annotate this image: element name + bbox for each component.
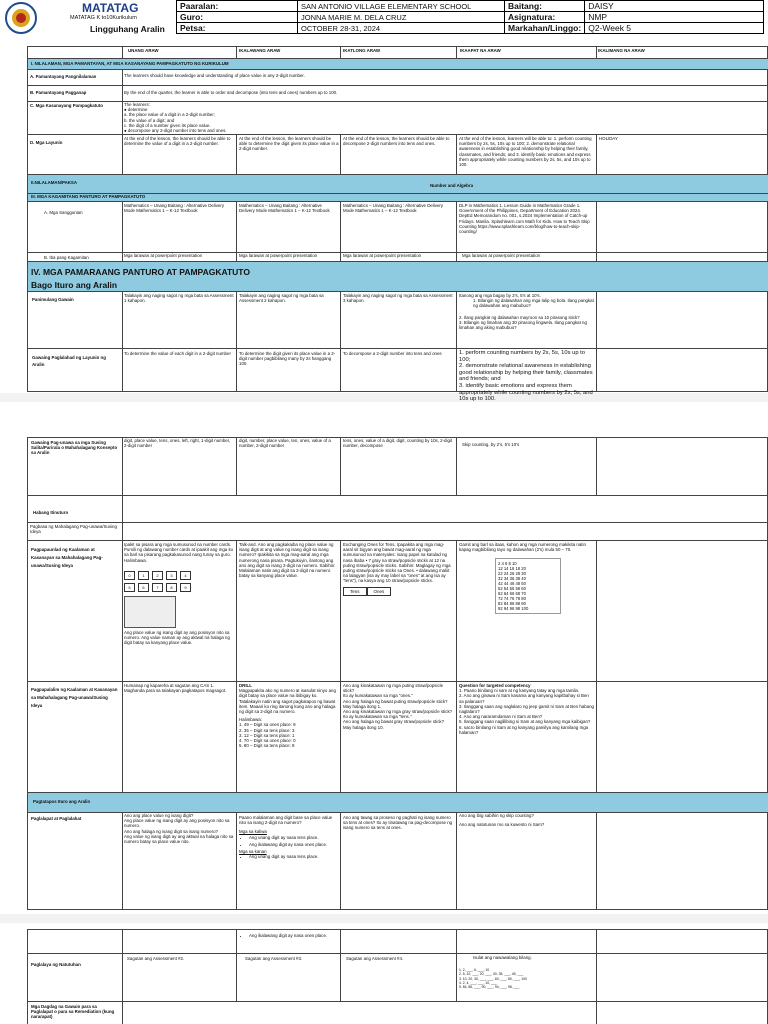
assessment-day-3: Sagutan ang Assessment #4. bbox=[346, 956, 404, 961]
objectives-day-3: At the end of the lesson, the learners should be able to decompose 2-digit numbers into tens and ones. bbox=[343, 136, 450, 147]
day-1-header: UNANG ARAW bbox=[128, 48, 159, 53]
objectives-day-5: HOLIDAY bbox=[599, 136, 618, 141]
section-4-subtitle: Bago Ituro ang Aralin bbox=[31, 280, 118, 290]
references-day-3: Mathematics – Unang Baitang : Alternative Delivery Mode Mathematics 1 – K-12 Textbook bbox=[343, 203, 444, 214]
row-label-assessment: Paglalaya ng Natutuhan bbox=[31, 962, 81, 967]
objectives-day-4: At the end of the lesson, learners will be able to: 1. perform counting numbers by 2s, 5s, 10s up to 100; 2. demonstrate relational awareness in establishing good relationship by helping their family, classmates, and friends; and 3. identify basic emotions and express them appropriately while counting numbers by 2s, 5s, and 10s up to 100. bbox=[459, 136, 592, 168]
quarter-label: Markahan/Linggo: bbox=[505, 23, 585, 34]
skip-counting-chart: 2 4 6 8 10 12 14 16 18 20 22 24 26 28 30 32 34 36 38 40 42 44 46 48 50 52 54 56 58 60 62 64 66 68 70 72 74 76 78 80 82 84 86 88 90 92 94 96 98 100 bbox=[495, 558, 561, 614]
subject-label: Asignatura: bbox=[505, 12, 585, 23]
performance-standard-text: By the end of the quarter, the learner is able to order and decompose (into tens and ones) numbers up to 100. bbox=[124, 90, 338, 95]
day-2-header: IKALAWANG ARAW bbox=[239, 48, 281, 53]
row-label-application: Paglalapat at Paglalahat bbox=[31, 816, 82, 821]
development-day-1: Ipakit sa pisara ang mga sumusunod na number cards. Pumili ng dalawang number cards at ipaakit ang mga ito sa barl sa pisarang pagkakasunod nang tunay sa guro. Halimbawa. 0 1 2 3 4 5 6 7 8 9 Ang place value ng isang digit ay ang posisyon nito sa numero. Ang value naman ay ang aktwal na halaga ng digit batay sa kanyang place value. bbox=[124, 542, 234, 646]
school-value: SAN ANTONIO VILLAGE ELEMENTARY SCHOOL bbox=[298, 1, 505, 12]
deepening-day-3: Ano ang kinakatawan ng mga puting straw/popsicle stick? Ito ay kumakatawan sa mga "ones." Ano ang halaga ng bawat puting straw/popsicle stick? May halaga itong 1. Ano ang kinakatawan ng mga gray straw/popsicle stick? Ito ay kumakatawan sa mga "tens." Ano ang halaga ng bawat gray straw/popsicle stick? May halaga itong 10. bbox=[343, 683, 453, 730]
day-5-header: IKALIMANG NA ARAW bbox=[598, 48, 645, 53]
key-concepts-day-3: tens, ones, value of a digit, digit, counting by 10s, 2-digit number, decompose bbox=[343, 438, 453, 449]
matatag-logo bbox=[82, 1, 172, 15]
application-day-4: Ano ang ibig sabihin ng skip counting? Ano ang natutunan mo sa kuwento ni Sam? bbox=[459, 813, 545, 828]
quarter-value: Q2-Week 5 bbox=[585, 23, 764, 34]
competencies-list: The learners: ● determine a. the place value of a digit in a 2-digit number; b. the value of a digit; and c. the digit of a number given its place value. ● decompose any 2-digit number into tens and ones. bbox=[124, 102, 227, 134]
place-value-diagram bbox=[124, 596, 176, 628]
materials-day-2: Mga larawan at powerpoint presentation bbox=[239, 253, 318, 258]
row-label-references: A. Mga Sanggunian bbox=[44, 210, 83, 215]
teacher-value: JONNA MARIE M. DELA CRUZ bbox=[298, 12, 505, 23]
application-day-3: Ano ang tawag sa proseso ng paghati ng isang numero sa tens at ones? Ito ay tinatawag na pag-decompose ng isang numero sa tens at ones. bbox=[343, 815, 453, 831]
row-label-other-materials: B. Iba pang Kagamitan bbox=[44, 255, 89, 260]
row-label-performance-standard: B. Pamantayang Pagganap bbox=[30, 90, 87, 95]
day-3-header: IKATLONG ARAW bbox=[343, 48, 381, 53]
deepening-day-1: Humanap ng kapareha at sagutan ang CAS 1. Maghanda para sa talakayan pagkatapos magsagot. bbox=[124, 683, 227, 694]
opening-day-3: Talakayin ang naging sagot ng mga bata sa Assessment 3 kahapon. bbox=[343, 293, 453, 304]
section-4-title: IV. MGA PAMARAANG PANTURO AT PAMPAGKATUTO bbox=[31, 267, 250, 277]
row-label-knowledge-development: Pagpapaunlad ng Kaalaman at Kasanayan sa Mahahalagang Pag-unawa/Susing Ideya bbox=[31, 547, 103, 568]
materials-day-3: Mga larawan at powerpoint presentation bbox=[343, 253, 422, 258]
purpose-day-2: To determine the digit given its place value in a 2-digit number pagbibilang many by 2s hanggang 100. bbox=[239, 351, 336, 367]
number-cards: 0 1 2 3 4 bbox=[124, 571, 234, 580]
teacher-label: Guro: bbox=[177, 12, 298, 23]
row-label-additional-activities: Mga Dagdag na Gawain para sa Paglalapat o para sa Remediation (kung nararapat) bbox=[31, 1004, 115, 1020]
row-label-content-standard: A. Pamantayang Pangnilalaman bbox=[30, 74, 97, 79]
application-day-2-continued: • Ang ikalawang digit ay nasa ones place. bbox=[239, 933, 349, 940]
lesson-grid-page-3 bbox=[27, 929, 768, 1024]
section-2-topic: Number and Algebra bbox=[430, 183, 474, 188]
key-concepts-day-4: Skip counting, by 2's, 5's 10's bbox=[462, 442, 520, 447]
key-concepts-day-1: digit, place value, tens, ones, left, right, 1-digit number, 2-digit number bbox=[124, 438, 231, 449]
assessment-day-4: Isulat ang nawawalang bilang. 1. 2, ___, 6, ___, 10 2. 5, 10, ___, 20, ___, 30, 35, ___, 45, ___ 3. 10, 20, 30, ___, ___, 60, ___, 80, ___, 100 4. 2, 4, ___, ___, 10, ___ 5. 84, 86, ___, 90, ___, 94, ___, 98, ___ bbox=[459, 955, 532, 990]
mid-note: Pagbasa ng Mahalagang Pag-unawa/Susing Ideya bbox=[30, 524, 117, 535]
date-label: Petsa: bbox=[177, 23, 298, 34]
closing-title: Pagtatapos Ituro ang Aralin bbox=[33, 799, 91, 804]
during-lesson-title: Habang Itinuturo bbox=[33, 510, 69, 515]
objectives-day-1: At the end of the lesson, the learners should be able to determine the value of a digit in a 2-digit number. bbox=[124, 136, 231, 147]
section-1-title: I. NILALAMAN, MGA PAMANTAYAN, AT MGA KASANAYANG PAMPAGKATUTO NG KURIKULUM bbox=[31, 61, 229, 66]
row-label-opening-activity: Panimulang Gawain bbox=[32, 297, 74, 302]
deped-seal-icon bbox=[5, 2, 37, 34]
day-4-header: IKAAPAT NA ARAW bbox=[460, 48, 501, 53]
key-concepts-day-2: digit, number, place value, ten, ones, value of a number, 2-digit number bbox=[239, 438, 331, 449]
opening-day-1: Talakayin ang naging sagot ng mga bata sa Assessment 1 kahapon. bbox=[124, 293, 234, 304]
section-2-band bbox=[28, 175, 768, 193]
deepening-day-2: DRILL Magpapakita ako ng numero at isasulat ninyo ang digit batay sa place value na ibibigay ko. Tatalakayin natin ang sagot pagkatapos ng bawat item. Maaari ko ring itanong kung ano ang halaga ng digit sa 2-digit na numero. Halimbawa: 1. 49 – Digit sa ones place: 9 2. 35 – Digit sa tens place: 3 3. 12 – Digit sa tens place: 1 4. 70 – Digit sa ones place: 0 5. 80 – Digit sa tens place: 8 bbox=[239, 683, 336, 749]
section-3-title: III. MGA KAGAMITANG PANTURO AT PAMPAGKATUTO bbox=[31, 194, 146, 199]
development-day-3: Exchanging Ones for Tens. Ipapakita ang mga mag-aaral sit bigyan ang bawat mag-aaral ng mga sumusunod na materyales: isang papel na katulad ng nasa ibaba • 7 gray na straw/popsicle sticks at 12 na puting straw/popsicle sticks. Sabihin: Maglagay ng mga puting straw/popsicle sticks sa Ones. • dalawang maliit na lalagyan (isa ay may label na "ones" at ang isa ay "tens"), na kasya ang 10 straw/popsicle sticks. Tens Ones bbox=[343, 542, 453, 680]
row-label-knowledge-deepening: Pagpapalalim ng Kaalaman at Kasanayan sa Mahahalagang Pag-unawa/Susing Ideya bbox=[31, 687, 118, 708]
closing-band bbox=[28, 793, 768, 812]
row-label-lesson-purpose: Gawaing Paglalahad ng Layunin ng Aralin bbox=[32, 355, 106, 367]
purpose-day-4: 1. perform counting numbers by 2s, 5s, 10s up to 100; 2. demonstrate relational awareness in establishing good relationship by helping their family, classmates and friends; and 3. identify basic emotions and express them appropriately while counting numbers by 2s, 5s, and 10s up to 100. bbox=[459, 350, 593, 403]
row-label-objectives: D. Mga Layunin bbox=[30, 140, 63, 145]
header-info-table bbox=[176, 0, 764, 34]
row-label-key-concepts: Gawaing Pag-unawa sa mga Susing Salita/Parirala o Mahahalagang Konsepto sa Aralin bbox=[31, 440, 118, 456]
objectives-day-2: At the end of the lesson, the learners should be able to determine the digit given its place value in a 2-digit number. bbox=[239, 136, 339, 152]
opening-day-4: Itanong ang mga bagay by 2's, 5's at 10's. 1. Bilangin ng dalawahan ang mga lalip ng bola. Ilang pangkat ng dalawahan ang mabubuo? 2. Ilang pangkat ng dalawahan mayroon sa 10 pirasong stick? 3. Bilangin ng limahan ang 30 pirasong lingwela. Ilang pangkat ng limahan ang aking mabubuo? bbox=[459, 293, 594, 331]
materials-day-1: Mga larawan at powerpoint presentation bbox=[124, 253, 203, 258]
references-day-4: DLP in Mathematics 1. Lesson Guide in Mathematics Grade 1. Government of the Philippines, Department of Education 2024. DepEd Memorandum no. 001, s.2024 Implementation of Catch-up Fridays. Manila. Splashlearn.com Math for Kids. How to Teach Skip Counting https://www.splashlearn.com/blog/how-to-teach-skip-counting/ bbox=[459, 203, 590, 235]
development-day-2: Talk-and. Ano ang pagkakaiba ng place value ng isang digit at ang value ng isang digit sa isang numero? Ipakikita sa mga mag-aaral ang mga numerong nasa pisara. Pagtukuyin, ilantong ang ano ang digit sa isang 2-digit na numero. Sabihin: Malalaman natin ang digit sa 2-digit na numero batay sa kanyang place value. bbox=[239, 542, 336, 579]
opening-day-2: Talakayin ang naging sagot ng mga bata sa Assessment 2 kahapon. bbox=[239, 293, 324, 304]
school-label: Paaralan: bbox=[177, 1, 298, 12]
section-2-title: II.NILALAMAN/PAKSA bbox=[31, 180, 78, 185]
grade-value: DAISY bbox=[585, 1, 764, 12]
tens-ones-mat: Tens Ones bbox=[343, 587, 453, 596]
purpose-day-3: To decompose a 2-digit number into tens and ones bbox=[343, 351, 442, 356]
deepening-day-4: Question for targeted competency 1. Paano binilang ni sam at ng kanyang tatay ang mga tamila. 2. Ano ang ginawa ni Sam kasama ang kanyang kapitbahay si Ben sa palaruan? 3. Ilanggang saan ang naglalaro ng jeep gamit ni Sam at Ben habang naglalaro? 4. Ano ang nararamdaman ni Sam at Ben? 5. Ilanggang saan naglilibing si Sam at ang kanyang mga kaibigan? 6. sacro binilang ni Sam at ng kanyang pamilya ang kamilang mga halaman? bbox=[459, 683, 594, 735]
document-title: Lingguhang Aralin bbox=[90, 24, 165, 34]
lesson-grid-page-1 bbox=[27, 46, 768, 392]
assessment-day-2: Sagutan ang Assessment #3. bbox=[245, 956, 303, 961]
svg-text:MATATAG: MATATAG bbox=[82, 1, 139, 15]
materials-day-4: Mga larawan at powerpoint presentation bbox=[462, 253, 541, 258]
application-day-2: Paano malalaman ang digit base sa place value nito sa isang 2-digit na numero? Mga sa kaliwa • Ang unang digit ay nasa tens place. • Ang ikalawang digit ay nasa ones place. Mga sa kanan • Ang unang digit ay nasa tens place. bbox=[239, 815, 339, 861]
curriculum-label: MATATAG K to10Kurikulum bbox=[70, 15, 137, 21]
subject-value: NMP bbox=[585, 12, 764, 23]
development-day-4: Gamit ang barl sa itaas, kahon ang mga numerong makikita natin kapag magbibilang tayo ng dalawahan (2's) mula 50 – 70. 2 4 6 8 10 12 14 16 18 20 22 24 26 28 30 32 34 36 38 40 42 44 46 48 50 52 54 56 58 60 62 64 66 68 70 72 74 76 78 80 82 84 86 88 90 92 94 96 98 100 bbox=[459, 542, 594, 680]
references-day-2: Mathematics – Unang Baitang : Alternative Delivery Mode Mathematics 1 – K-12 Textbook bbox=[239, 203, 330, 214]
grade-label: Baitang: bbox=[505, 1, 585, 12]
assessment-day-1: Sagutan ang Assessment #2. bbox=[127, 956, 185, 961]
purpose-day-1: To determine the value of each digit in a 2-digit number bbox=[124, 351, 231, 356]
content-standard-text: The learners should have knowledge and understanding of place value in any 2-digit number. bbox=[124, 73, 305, 78]
references-day-1: Mathematics – Unang Baitang : Alternative Delivery Mode Mathematics 1 – K-12 Textbook bbox=[124, 203, 225, 214]
application-day-1: Ano ang place value ng isang digit? Ang place value ng isang digit ay ang posisyon nito sa numero. Ano ang halaga ng isang digit sa isang numero? Ang value ng isang digit ay ang aktwal na halaga nito sa numero batay sa place value nito. bbox=[124, 813, 234, 845]
row-label-competencies: C. Mga Kasanayang Pampagkatuto bbox=[30, 103, 103, 108]
date-value: OCTOBER 28-31, 2024 bbox=[298, 23, 505, 34]
